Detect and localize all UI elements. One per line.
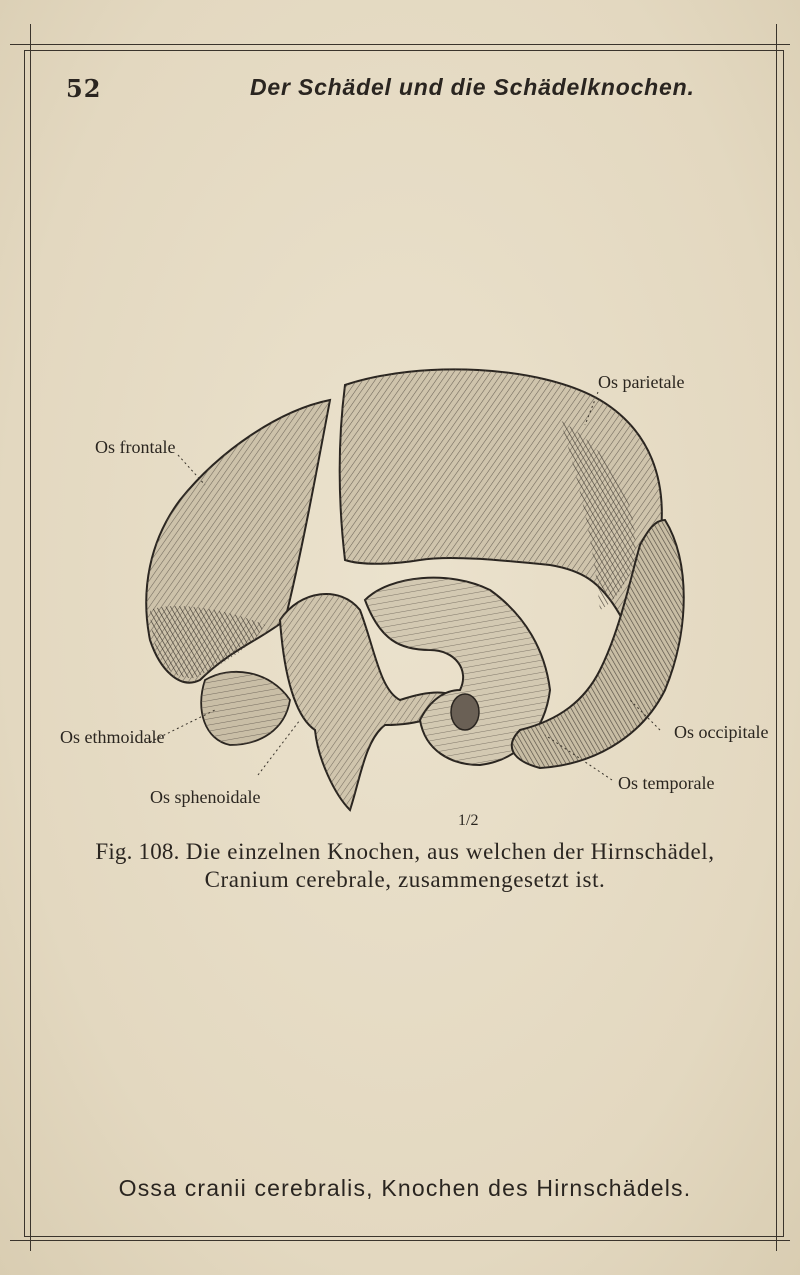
parietal-bone: [340, 369, 662, 615]
label-os-ethmoidale: Os ethmoidale: [60, 727, 165, 747]
label-os-frontale: Os frontale: [95, 437, 176, 457]
figure-caption: [50, 838, 760, 894]
label-os-parietale: Os parietale: [598, 372, 685, 392]
caption-text: Die einzelnen Knochen, aus welchen der Hirnschädel, Cranium cerebrale, zusammengesetzt ist.: [185, 839, 715, 892]
label-os-occipitale: Os occipitale: [674, 722, 769, 742]
running-head: Der Schädel und die Schädelknochen.: [250, 74, 695, 100]
label-os-sphenoidale: Os sphenoidale: [150, 787, 261, 807]
label-os-temporale: Os temporale: [618, 773, 715, 793]
scale-note: 1/2: [458, 812, 479, 829]
ethmoid-bone: [201, 672, 290, 745]
caption-figure-number: Fig. 108.: [95, 839, 180, 864]
page-number: 52: [66, 74, 102, 103]
plate-title: Ossa cranii cerebralis, Knochen des Hirnschädels.: [118, 1175, 692, 1201]
